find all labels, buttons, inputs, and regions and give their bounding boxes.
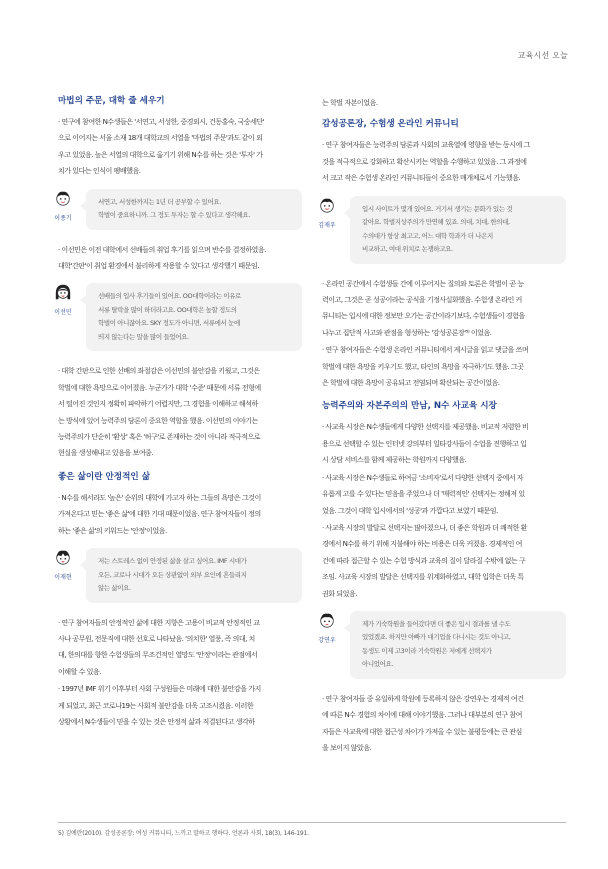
text-line: 오든, 코로나 시대가 오든 상관없이 외부 요인에 흔들리지 [98,570,247,579]
interview-quote [318,611,566,679]
text-line: 치가 있다는 인식이 팽배했음. [58,166,141,176]
text-line: · 1997년 IMF 위기 이후부터 사회 구성원들은 미래에 대한 불안감을 가지 [58,684,261,694]
text-line: 띄지 않는다는 말을 많이 들었어요. [98,332,189,341]
text-line: 나누고 집단적 사고와 관점을 형성하는 '감성공론장'⁵⁾ 이었음. [322,327,492,337]
text-line: · 연구 참여자들의 안정적인 삶에 대한 지향은 고용이 비교적 안정적인 교 [58,617,260,627]
quote-text [362,618,556,672]
text-line: 학벌에 대한 욕망을 키우기도 했고, 타인의 욕망을 자극하기도 했음. 그곳 [322,361,524,371]
speaker-name: 강연우 [318,636,336,644]
paragraph [322,137,566,186]
left-column [54,95,302,731]
paragraph [58,490,302,539]
text-line: 입시 사이트가 몇개 있어요. 거기서 생기는 문화가 있는 것 [362,204,513,213]
text-line: 대, 한의대를 향한 수험생들의 무조건적인 열망도 '안정'이라는 관점에서 [58,650,258,660]
text-line: 동생도 이제 고3이라 기숙학원은 저에게 선택지가 [362,646,492,655]
section-title-stable-life: 좋은 삶이란 안정적인 삶 [58,471,150,482]
speaker-name: 이종기 [54,214,72,222]
text-line: 않는 삶이요. [98,584,131,593]
interview-quote [54,283,302,351]
text-line: 서류 탈락을 많이 하더라고요. OO대학은 높할 정도의 [98,305,237,314]
text-line: 학벌에 대한 욕망으로 이어졌음. 누군가가 대학 '수준' 때문에 서류 전형에 [58,382,261,392]
text-line: · 연구 참여자들은 수험생 온라인 커뮤니티에서 게시글을 읽고 댓글을 쓰며 [322,345,529,355]
text-line: 비교하고, 여대 위치로 논쟁하고요. [362,245,453,254]
interview-quote [54,548,302,603]
text-line: 같아요. 학벌지상주의가 만연해 있죠. 의대, 치대, 한의대, [362,218,510,227]
text-line: 우고 있었음. 높은 서열의 대학으로 옮기기 위해 N수를 하는 것은 '투자' 가 [58,149,263,159]
speaker-name: 이재현 [54,574,72,582]
text-line: · 사교육 시장의 발달로 선택지는 많아졌으나, 더 좋은 학원과 더 쾌적한 환 [322,522,527,532]
text-line: 력이고, 그것은 곧 성공이라는 공식을 기정사실화했음. 수험생 온라인 커 [322,295,522,305]
paragraph-continued [322,95,566,111]
text-line: 건에 따라 접근할 수 있는 수험 방식과 교육의 질이 달라질 수밖에 없는 구 [322,555,526,565]
text-line: · 온라인 공간에서 수험생들 간에 이루어지는 질의와 토론은 학벌이 곧 능 [322,278,524,288]
text-line: 상황에서 N수생들이 믿을 수 있는 것은 안정적 삶과 직결된다고 생각하 [58,717,255,727]
text-line: 서연고, 서성한까지는 1년 더 공부할 수 있어요. [98,197,221,206]
section-title-emotional-public-sphere: 감성공론장, 수험생 온라인 커뮤니티 [322,119,459,130]
interview-quote [318,196,566,264]
paragraph [322,419,566,468]
right-column [318,95,566,758]
quote-text [98,290,292,344]
paragraph [58,114,302,180]
interview-quote [54,189,302,230]
text-line: 이해할 수 있음. [58,666,101,676]
text-line: 선배들의 입사 후기들이 있어요. OO대학이라는 이유로 [98,292,241,301]
paragraph [322,276,566,342]
text-line: 현실을 생성해내고 있음을 보여줌. [58,448,154,458]
text-line: 사나 공무원, 전문직에 대한 선호로 나타났음. '의치한' 열풍, 즉 의대, 치 [58,634,255,643]
text-line: 권화 되었음. [322,588,357,598]
text-line: 저는 스트레스 없이 안정된 삶을 살고 싶어요. IMF 시대가 [98,557,247,566]
text-line: · 사교육 시장은 N수생들에게 다양한 선택지를 제공했음. 비교적 저렴한 비 [322,422,529,432]
text-line: 있었겠죠. 하지만 아빠가 대기업을 다니시는 것도 아니고, [362,633,511,642]
text-line: 은 학벌에 대한 욕망이 공유되고 전염되며 확산되는 공간이었음. [322,378,500,388]
text-line: 서 떨어진 것인지 정확히 파악하기 어렵지만, 그 경험을 이해하고 해석하 [58,399,258,409]
speaker-name: 김재우 [318,221,336,229]
text-line: 아니었어요. [362,660,394,669]
person-face-icon [54,548,72,566]
quote-text [98,196,292,223]
paragraph [322,691,566,757]
text-line: 학벌이 아니잖아요. SKY 정도가 아니면, 서류에서 눈에 [98,319,240,328]
person-face-icon [318,196,336,214]
avatar [312,611,342,644]
person-face-icon [54,189,72,207]
text-line: · N수를 해서라도 '높은' 순위의 대학에 가고자 하는 그들의 욕망은 그것이 [58,492,261,502]
text-line: 수의대가 항상 최고고, 어느 대학 학과가 더 나은지 [362,231,493,240]
text-line: 유롭게 고를 수 있다는 믿음을 주었으나 더 '매력적인' 선택지는 정해져 있 [322,489,525,499]
avatar [312,196,342,229]
text-line: 학벌이 중요하니까. 그 정도 투자는 할 수 있다고 생각해요. [98,211,250,220]
text-line: 용으로 선택할 수 있는 인터넷 강의부터 일타강사들이 수업을 진행하고 입 [322,438,527,448]
text-line: 하는 '좋은 삶'의 키워드는 '안정'이었음. [58,525,167,535]
avatar [48,189,78,222]
text-line: 는 방식에 있어 능력주의 담론이 중요한 역할을 했음. 이선민의 이야기는 [58,415,258,425]
person-face-icon [54,283,72,301]
text-line: 에 따른 N수 경험의 차이에 대해 이야기했음. 그러나 대부분의 연구 참여 [322,710,522,720]
text-line: 으로 이어지는 서울 소재 18개 대학교의 서열을 '마법의 주문'과도 같이 외 [58,133,263,143]
text-line: 가져온다고 믿는 '좋은 삶'에 대한 기대 때문이었음. 연구 참여자들이 정의 [58,509,261,519]
text-line: · 연구 참여자들은 능력주의 담론과 사회의 교육열에 영향을 받는 동시에 그 [322,140,530,150]
text-line: · 이선민은 이전 대학에서 선배들의 취업 후기를 읽으며 반수를 결정하였음. [58,244,266,254]
speaker-name: 이선민 [54,309,72,317]
text-line: 는 학벌 자본이었음. [322,98,378,107]
text-line: · 대학 간판으로 인한 선배의 좌절감은 이선민의 불안감을 키웠고, 그것은 [58,366,260,376]
paragraph [58,242,302,275]
text-line: · 연구 참여자들 중 유일하게 학원에 등록하지 않은 강연우는 경제적 여건 [322,693,524,703]
text-line: 조임. 사교육 시장의 발달은 선택지를 위계화하였고, 대학 입학은 더욱 특 [322,572,524,582]
paragraph [58,681,302,730]
paragraph [322,470,566,519]
section-title-magic-spell: 마법의 주문, 대학 줄 세우기 [58,96,165,106]
text-line: 대학'간판'이 취업 환경에서 불리하게 작용할 수 있다고 생각했기 때문임. [58,261,259,271]
text-line: 서 크고 작은 수험생 온라인 커뮤니티들이 중요한 매개체로서 기능했음. [322,173,521,183]
footnote-divider [58,822,566,823]
person-face-icon [318,611,336,629]
text-line: 제가 기숙학원을 들어갔다면 더 좋은 입시 결과를 낼 수도 [362,619,511,628]
avatar [48,283,78,316]
paragraph [322,342,566,391]
text-line: 자들은 사교육에 대한 접근성 차이가 가져올 수 있는 불평등에는 큰 관심 [322,726,522,736]
avatar [48,548,78,581]
text-line: 능력주의가 단순히 '환상' 혹은 '허구'로 존재하는 것이 아니라 적극적으로 [58,432,261,442]
quote-text [98,555,292,596]
text-line: 었음. 그것이 대학 입시에서의 '성공'과 가깝다고 보였기 때문임. [322,505,498,515]
paragraph [58,615,302,681]
running-header: 교육시선 오늘 [517,51,568,60]
footnote: 5) 김예란(2010). 감성공론장: 여성 커뮤니티, 느끼고 말하고 행하다. 언론과 사회, 18(3), 146-191. [58,830,309,837]
paragraph [322,520,566,602]
text-line: 것을 적극적으로 강화하고 확산시키는 역할을 수행하고 있었음. 그 과정에 [322,156,527,166]
quote-text [362,203,556,257]
text-line: 뮤니티는 입시에 대한 정보만 오가는 공간이라기보다, 수험생들이 경험을 [322,311,525,321]
text-line: · 연구에 참여한 N수생들은 '서연고, 서성한, 중경외시, 건동홍숙, 국숭세단' [58,117,265,126]
text-line: 게 되었고, 최근 코로나19는 사회적 불안감을 더욱 고조시켰음. 이러한 [58,700,254,710]
text-line: · 사교육 시장은 N수생들로 하여금 '소비자'로서 다양한 선택지 중에서 자 [322,472,524,482]
section-title-private-education-market: 능력주의와 자본주의의 만남, N수 사교육 시장 [322,401,497,412]
text-line: 을 보이지 않았음. [322,743,372,753]
text-line: 경에서 N수를 하기 위해 지불해야 하는 비용은 더욱 커졌음. 경제적인 여 [322,539,522,549]
text-line: 시 상담 서비스를 함께 제공하는 학원까지 다양했음. [322,455,467,465]
paragraph [58,363,302,461]
